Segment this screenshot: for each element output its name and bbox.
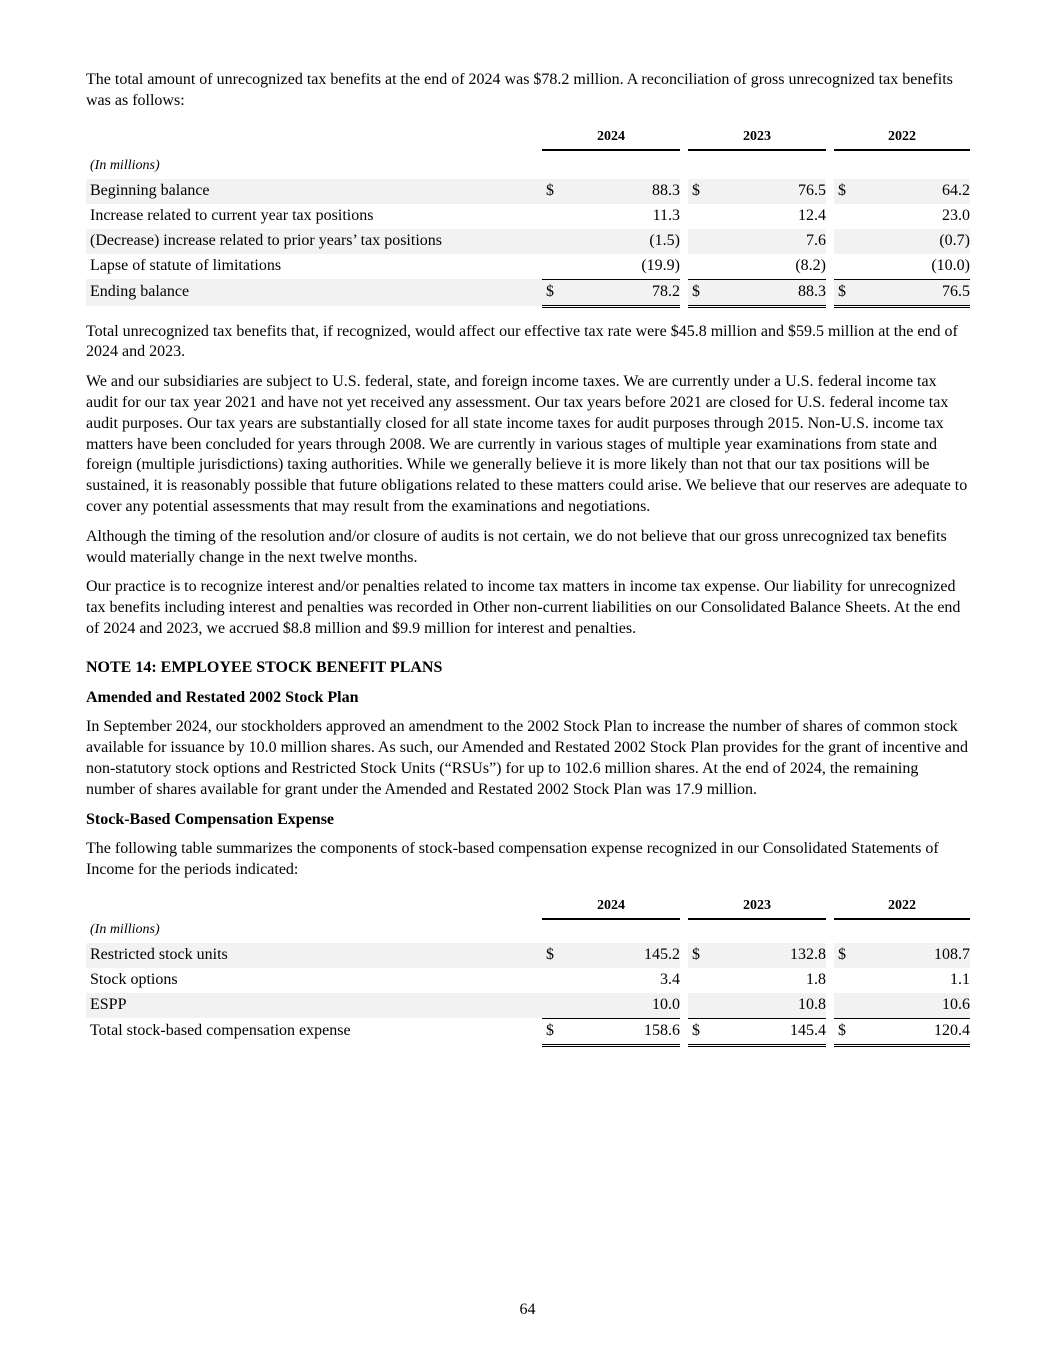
cell-value: 132.8 <box>712 943 826 968</box>
intro-paragraph: The total amount of unrecognized tax benefits at the end of 2024 was $78.2 million. A reconciliation of gross unrecognized tax benefits was as follows: <box>86 71 953 109</box>
row-label: Ending balance <box>86 279 542 306</box>
cell-value: 145.2 <box>566 943 680 968</box>
cell-value: 76.5 <box>858 279 970 306</box>
cell-value: 23.0 <box>942 206 970 224</box>
table-row <box>86 943 970 968</box>
currency-symbol <box>542 204 566 229</box>
currency-symbol <box>542 993 566 1019</box>
year-header: 2023 <box>688 893 826 919</box>
currency-symbol: $ <box>688 179 712 204</box>
year-header: 2023 <box>688 124 826 150</box>
unrecognized-tax-benefits-table <box>86 124 970 308</box>
document-page <box>86 70 970 1061</box>
currency-symbol: $ <box>542 943 566 968</box>
currency-symbol <box>688 993 712 1019</box>
body-paragraph: In September 2024, our stockholders approved an amendment to the 2002 Stock Plan to increase the number of shares of common stock available for issuance by 10.0 million shares. As such, our Amended and Restated 2002 Stock Plan provides for the grant of incentive and non-statutory stock options and Restricted Stock Units (“RSUs”) for up to 102.6 million shares. At the end of 2024, the remaining number of shares available for grant under the Amended and Restated 2002 Stock Plan was 17.9 million. <box>86 718 969 798</box>
currency-symbol <box>834 229 858 254</box>
currency-symbol: $ <box>834 179 858 204</box>
cell-value: 88.3 <box>712 279 826 306</box>
currency-symbol: $ <box>688 943 712 968</box>
cell-value: 11.3 <box>652 206 680 224</box>
table-row <box>86 229 970 254</box>
cell-value: 3.4 <box>660 970 680 988</box>
cell-value: 158.6 <box>566 1018 680 1045</box>
currency-symbol <box>542 229 566 254</box>
currency-symbol <box>542 254 566 280</box>
cell-value: 78.2 <box>566 279 680 306</box>
currency-symbol <box>688 254 712 280</box>
cell-value: 76.5 <box>712 179 826 204</box>
body-paragraph: Total unrecognized tax benefits that, if recognized, would affect our effective tax rate were $45.8 million and $59.5 million at the end of 2024 and 2023. <box>86 322 958 361</box>
currency-symbol: $ <box>688 1018 712 1045</box>
section-heading: Stock-Based Compensation Expense <box>86 810 335 828</box>
page-number: 64 <box>519 1301 536 1318</box>
row-label: (Decrease) increase related to prior years’ tax positions <box>86 229 542 254</box>
body-paragraph: Although the timing of the resolution and/or closure of audits is not certain, we do not believe that our gross unrecognized tax benefits would materially change in the next twelve months. <box>86 527 947 566</box>
cell-value: (1.5) <box>566 229 680 254</box>
table-row <box>86 254 970 280</box>
row-label: Stock options <box>90 970 178 988</box>
currency-symbol <box>834 968 858 993</box>
table-row <box>86 179 970 204</box>
cell-value: 12.4 <box>798 206 826 224</box>
cell-value: (0.7) <box>858 229 970 254</box>
row-label: Restricted stock units <box>86 943 542 968</box>
table-total-row <box>86 279 970 306</box>
year-header: 2024 <box>542 124 680 150</box>
body-paragraph: We and our subsidiaries are subject to U.S. federal, state, and foreign income taxes. We are currently under a U.S. federal income tax audit for our tax year 2021 and have not yet received any assessment. Our tax years before 2021 are closed for U.S. federal income tax audit purposes. Our tax years are substantially closed for all state income taxes for audit purposes through 2015. Non-U.S. income tax matters have been concluded for years through 2008. We are currently in various stages of multiple year examinations from state and foreign (multiple jurisdictions) taxing authorities. While we generally believe it is more likely than not that our tax positions will be sustained, it is reasonably possible that future obligations related to these matters could arise. We believe that our reserves are adequate to cover any potential assessments that may result from the examinations and negotiations. <box>86 373 968 515</box>
row-label: Increase related to current year tax positions <box>90 206 374 224</box>
row-label: ESPP <box>86 993 542 1019</box>
table-row <box>86 204 970 229</box>
currency-symbol: $ <box>542 279 566 306</box>
cell-value: 1.1 <box>950 970 970 988</box>
currency-symbol: $ <box>542 1018 566 1045</box>
note-heading: NOTE 14: EMPLOYEE STOCK BENEFIT PLANS <box>86 658 443 676</box>
year-header: 2024 <box>542 893 680 919</box>
cell-value: 64.2 <box>858 179 970 204</box>
year-header: 2022 <box>834 124 970 150</box>
body-paragraph: Our practice is to recognize interest and/or penalties related to income tax matters in income tax expense. Our liability for unrecognized tax benefits including interest and penalties was recorded in Other non-current liabilities on our Consolidated Balance Sheets. At the end of 2024 and 2023, we accrued $8.8 million and $9.9 million for interest and penalties. <box>86 578 961 637</box>
currency-symbol: $ <box>834 1018 858 1045</box>
unit-label: (In millions) <box>90 921 160 937</box>
cell-value: (19.9) <box>566 254 680 280</box>
table-total-row <box>86 1018 970 1045</box>
cell-value: 10.0 <box>566 993 680 1019</box>
table-header-row <box>86 124 970 150</box>
table-header-row <box>86 893 970 919</box>
cell-value: 108.7 <box>858 943 970 968</box>
currency-symbol <box>688 968 712 993</box>
year-header: 2022 <box>834 893 970 919</box>
cell-value: 145.4 <box>712 1018 826 1045</box>
currency-symbol <box>834 254 858 280</box>
body-paragraph: The following table summarizes the components of stock-based compensation expense recognized in our Consolidated Statements of Income for the periods indicated: <box>86 840 939 879</box>
currency-symbol <box>834 204 858 229</box>
table-row <box>86 968 970 993</box>
unit-row <box>86 150 970 179</box>
currency-symbol: $ <box>834 279 858 306</box>
cell-value: 88.3 <box>566 179 680 204</box>
cell-value: 10.8 <box>712 993 826 1019</box>
unit-row <box>86 919 970 943</box>
currency-symbol: $ <box>688 279 712 306</box>
row-label: Total stock-based compensation expense <box>90 1022 351 1040</box>
currency-symbol <box>834 993 858 1019</box>
stock-compensation-table <box>86 893 970 1047</box>
currency-symbol: $ <box>542 179 566 204</box>
currency-symbol <box>688 204 712 229</box>
cell-value: 1.8 <box>806 970 826 988</box>
cell-value: (8.2) <box>712 254 826 280</box>
cell-value: 120.4 <box>858 1018 970 1045</box>
cell-value: 10.6 <box>858 993 970 1019</box>
section-heading: Amended and Restated 2002 Stock Plan <box>86 688 359 706</box>
row-label: Lapse of statute of limitations <box>90 256 282 274</box>
table-row <box>86 993 970 1019</box>
currency-symbol <box>542 968 566 993</box>
cell-value: 7.6 <box>712 229 826 254</box>
unit-label: (In millions) <box>90 157 160 173</box>
currency-symbol <box>688 229 712 254</box>
cell-value: (10.0) <box>858 254 970 280</box>
currency-symbol: $ <box>834 943 858 968</box>
row-label: Beginning balance <box>86 179 542 204</box>
